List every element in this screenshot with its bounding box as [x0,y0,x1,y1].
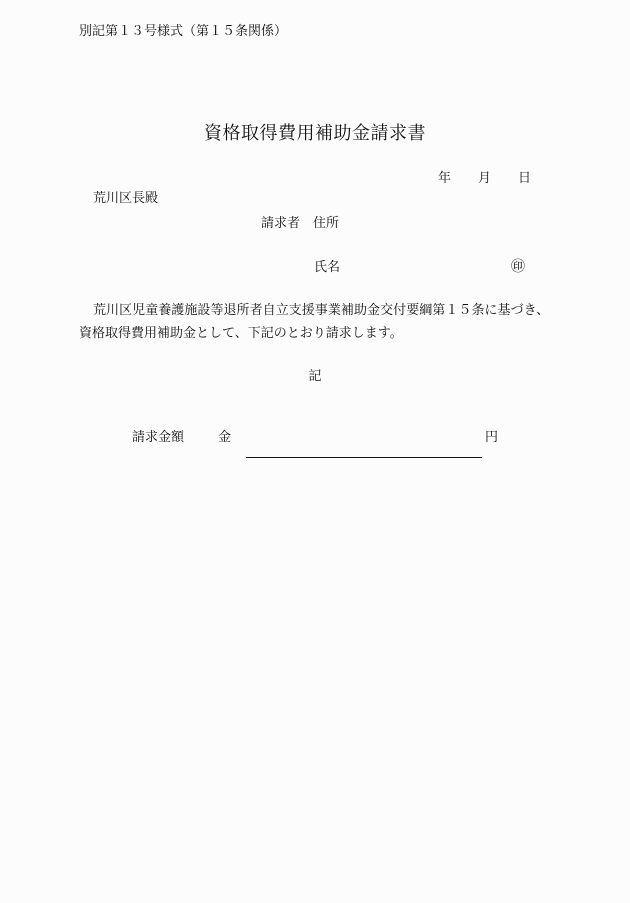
amount-prefix: 金 [218,430,232,445]
seal-mark: ㊞ [511,259,525,275]
document-title: 資格取得費用補助金請求書 [204,123,426,144]
claimant-address-label: 請求者 住所 [261,216,340,231]
body-text-line-1: 荒川区児童養護施設等退所者自立支援事業補助金交付要綱第１５条に基づき、 [93,303,550,318]
date-day-label: 日 [518,171,532,186]
date-month-label: 月 [478,171,492,186]
amount-underline [246,457,482,458]
addressee: 荒川区長殿 [93,191,159,206]
date-year-label: 年 [438,171,452,186]
body-text-line-2: 資格取得費用補助金として、下記のとおり請求します。 [79,326,403,341]
amount-unit: 円 [485,430,499,445]
form-number-label: 別記第１３号様式（第１５条関係） [79,24,288,39]
ki-heading: 記 [308,369,322,384]
claimant-name-label: 氏名 [314,260,341,275]
amount-label: 請求金額 [132,430,185,445]
